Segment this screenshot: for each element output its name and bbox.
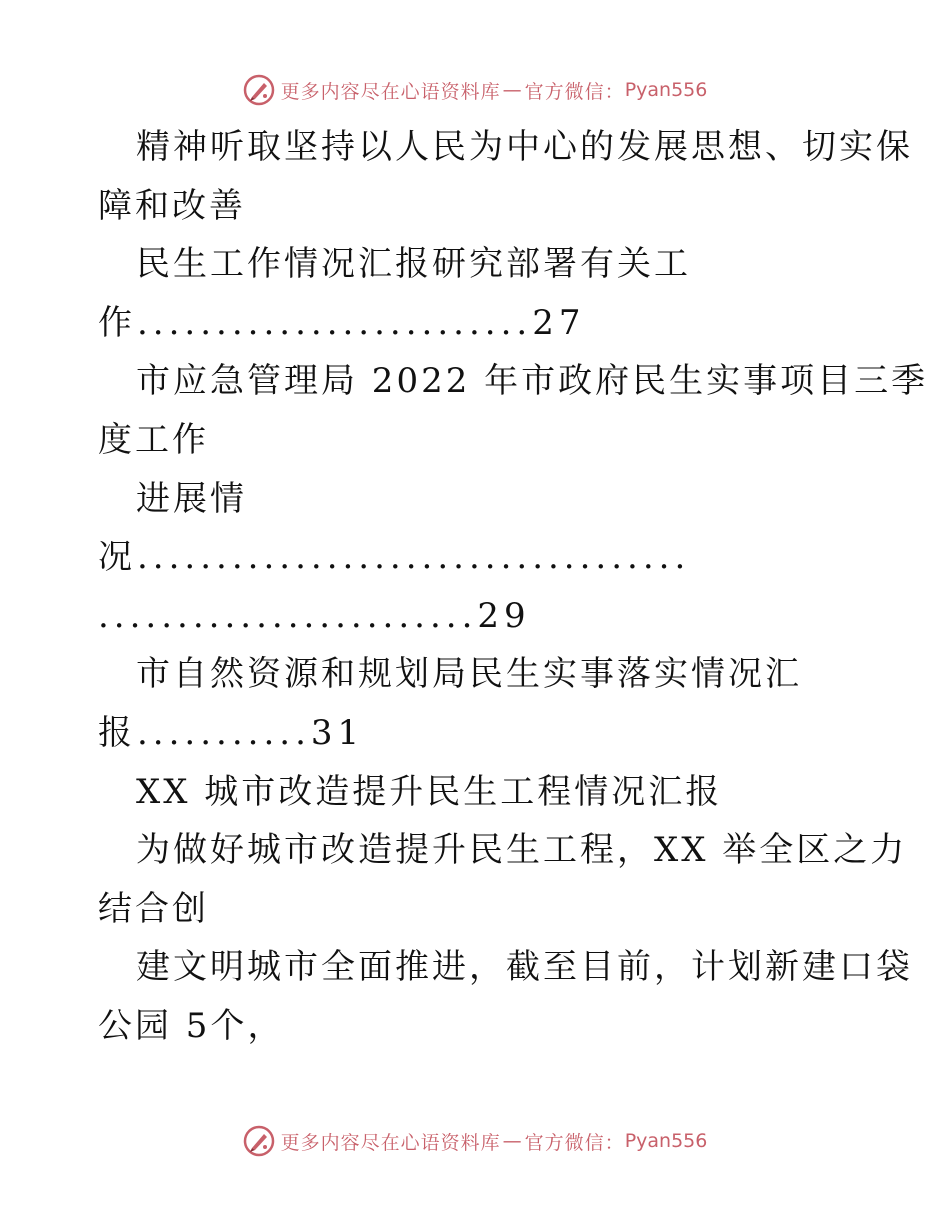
footer-banner xyxy=(0,1121,950,1161)
banner-wechat-label: 官方微信： xyxy=(524,1131,625,1154)
paragraph-line: 为做好城市改造提升民生工程，XX 举全区之力 xyxy=(136,830,908,871)
text-line: 市应急管理局 2022 年市政府民生实事项目三季 xyxy=(136,361,929,402)
toc-entry-line: 况................................... xyxy=(98,537,691,578)
banner-wechat-label: 官方微信： xyxy=(524,80,625,103)
pen-logo-icon xyxy=(243,1125,275,1157)
text-line: 度工作 xyxy=(98,419,209,460)
paragraph-line: 公园 5个， xyxy=(98,1005,285,1046)
paragraph-line: 建文明城市全面推进，截至目前，计划新建口袋 xyxy=(136,947,913,988)
banner-separator: — xyxy=(502,79,523,101)
paragraph-line: 结合创 xyxy=(98,888,209,929)
pen-logo-icon xyxy=(243,74,275,106)
text-line: 障和改善 xyxy=(98,185,246,226)
text-line: 进展情 xyxy=(136,478,247,519)
banner-text: 更多内容尽在心语资料库 xyxy=(280,80,501,103)
section-title: XX 城市改造提升民生工程情况汇报 xyxy=(136,771,723,812)
header-banner xyxy=(0,70,950,110)
toc-entry-line: 作.........................27 xyxy=(98,302,586,343)
toc-entry-line: ........................29 xyxy=(98,595,531,636)
text-line: 民生工作情况汇报研究部署有关工 xyxy=(136,244,691,285)
text-line: 精神听取坚持以人民为中心的发展思想、切实保 xyxy=(136,127,913,167)
banner-wechat-id: Pyan556 xyxy=(624,1130,708,1152)
document-body xyxy=(98,118,929,1056)
toc-entry-line: 报...........31 xyxy=(98,712,365,753)
text-line: 市自然资源和规划局民生实事落实情况汇 xyxy=(136,654,802,695)
banner-wechat-id: Pyan556 xyxy=(624,79,708,101)
banner-separator: — xyxy=(502,1130,523,1152)
banner-text: 更多内容尽在心语资料库 xyxy=(280,1131,501,1154)
